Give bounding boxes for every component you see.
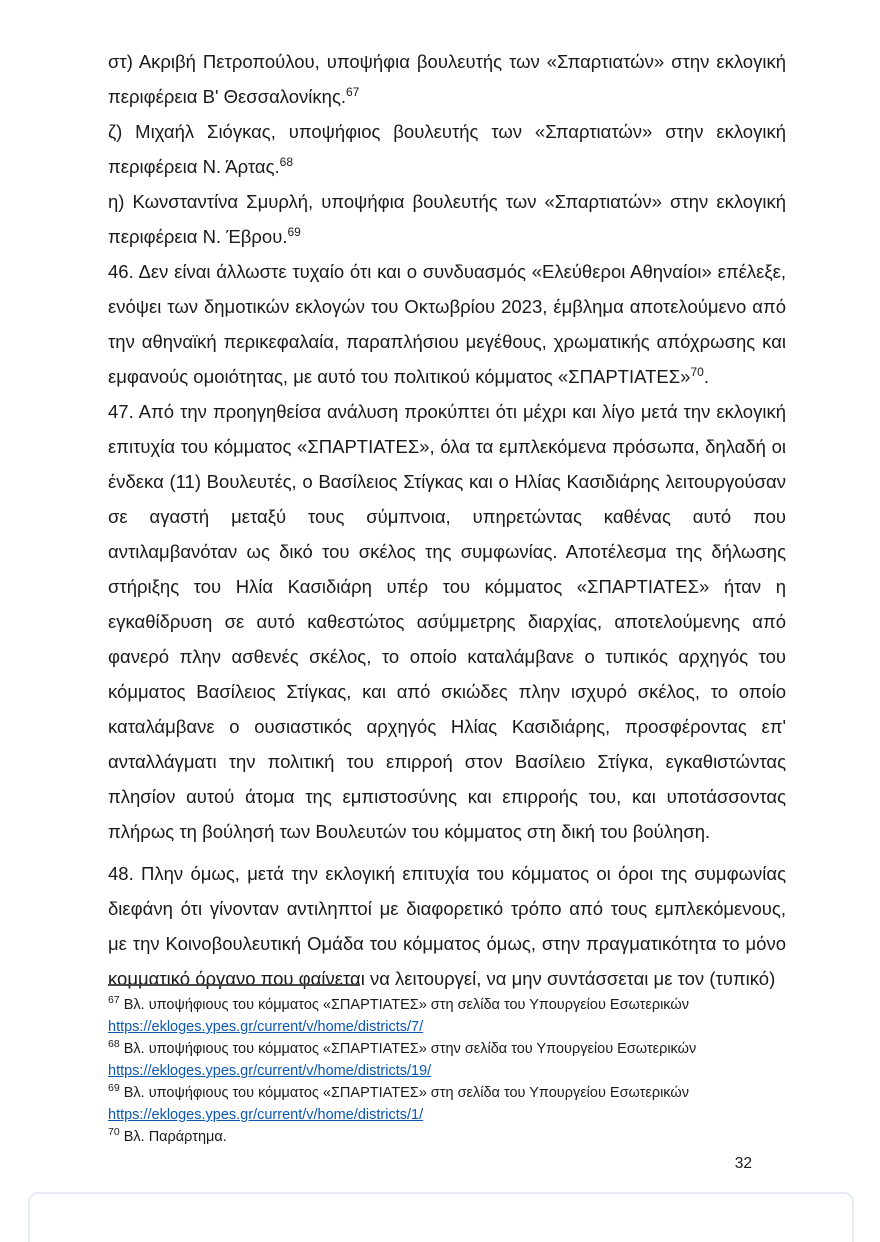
next-page-edge xyxy=(28,1192,854,1242)
footnote-69 xyxy=(108,1082,786,1126)
paragraph-48-text: 48. Πλην όμως, μετά την εκλογική επιτυχία του κόμματος οι όροι της συμφωνίας διεφάνη ότι γίνονταν αντιληπτοί με διαφορετικό τρόπο από τους εμπλεκόμενους, με την Κοινοβουλευτική Ομάδα του κόμματος όμως, στην πραγματικότητα το μόνο κομματικό όργανο που φαίνεται να λειτουργεί, να μην συντάσσεται με τον (τυπικό) xyxy=(108,863,786,989)
list-item-h-text: η) Κωνσταντίνα Σμυρλή, υποψήφια βουλευτής των «Σπαρτιατών» στην εκλογική περιφέρεια Ν. Έβρου. xyxy=(108,191,786,247)
footnote-70 xyxy=(108,1126,786,1148)
footnote-70-text: Βλ. Παράρτημα. xyxy=(123,1129,227,1145)
footnote-ref-69: 69 xyxy=(287,224,301,239)
footnote-69-number: 69 xyxy=(108,1082,120,1095)
page-number: 32 xyxy=(734,1155,752,1172)
footnote-separator xyxy=(108,984,360,986)
footnote-ref-70: 70 xyxy=(690,364,704,379)
footnote-67-number: 67 xyxy=(108,994,120,1007)
paragraph-47 xyxy=(108,394,786,849)
footnote-68 xyxy=(108,1038,786,1082)
paragraph-46: 46. Δεν είναι άλλωστε τυχαίο ότι και ο συνδυασμός «Ελεύθεροι Αθηναίοι» επέλεξε, ενόψει των δημοτικών εκλογών του Οκτωβρίου 2023, έμβλημα αποτελούμενο από την αθηναϊκή περικεφαλαία, παραπλήσιου μεγέθους, χρωματικής απόχρωσης και εμφανούς ομοιότητας, με αυτό του πολιτικού κόμματος «ΣΠΑΡΤΙΑΤΕΣ»$^{70}$. xyxy=(108,261,786,387)
list-item-z-text: ζ) Μιχαήλ Σιόγκας, υποψήφιος βουλευτής των «Σπαρτιατών» στην εκλογική περιφέρεια Ν. Άρτας. xyxy=(108,121,786,177)
paragraph-48 xyxy=(108,856,786,996)
paragraph-46-text: 46. Δεν είναι άλλωστε τυχαίο ότι και ο συνδυασμός «Ελεύθεροι Αθηναίοι» επέλεξε, ενόψει των δημοτικών εκλογών του Οκτωβρίου 2023, έμβλημα αποτελούμενο από την αθηναϊκή περικεφαλαία, παραπλήσιου μεγέθους, χρωματικής απόχρωσης και εμφανούς ομοιότητας, με αυτό του πολιτικού κόμματος «ΣΠΑΡΤΙΑΤΕΣ» xyxy=(108,261,786,387)
footnotes xyxy=(108,994,786,1148)
footnote-67-text: Βλ. υποψήφιους του κόμματος «ΣΠΑΡΤΙΑΤΕΣ» στη σελίδα του Υπουργείου Εσωτερικών xyxy=(123,997,689,1013)
footnote-68-link[interactable]: https://ekloges.ypes.gr/current/v/home/districts/19/ xyxy=(108,1063,432,1079)
footnote-ref-68: 68 xyxy=(279,154,293,169)
footnote-69-text: Βλ. υποψήφιους του κόμματος «ΣΠΑΡΤΙΑΤΕΣ» στη σελίδα του Υπουργείου Εσωτερικών xyxy=(123,1085,689,1101)
paragraph-47-text: 47. Από την προηγηθείσα ανάλυση προκύπτει ότι μέχρι και λίγο μετά την εκλογική επιτυχία του κόμματος «ΣΠΑΡΤΙΑΤΕΣ», όλα τα εμπλεκόμενα πρόσωπα, δηλαδή οι ένδεκα (11) Βουλευτές, ο Βασίλειος Στίγκας και ο Ηλίας Κασιδιάρης λειτουργούσαν σε αγαστή μεταξύ τους σύμπνοια, υπηρετώντας καθένας αυτό που αντιλαμβανόταν ως δικό του σκέλος της συμφωνίας. Αποτέλεσμα της δήλωσης στήριξης του Ηλία Κασιδιάρη υπέρ του κόμματος «ΣΠΑΡΤΙΑΤΕΣ» ήταν η εγκαθίδρυση σε αυτό καθεστώτος ασύμμετρης διαρχίας, αποτελούμενης από φανερό πλην ασθενές σκέλος, το οποίο καταλάμβανε ο τυπικός αρχηγός του κόμματος Βασίλειος Στίγκας, και από σκιώδες πλην ισχυρό σκέλος, το οποίο καταλάμβανε ο ουσιαστικός αρχηγός Ηλίας Κασιδιάρης, προσφέροντας επ' ανταλλάγματι την πολιτική του επιρροή στον Βασίλειο Στίγκα, εγκαθιστώντας πλησίον αυτού άτομα της εμπιστοσύνης και επιρροής του, και υποτάσσοντας πλήρως τη βούλησή των Βουλευτών του κόμματος στη δική του βούληση. xyxy=(108,401,786,842)
body-text xyxy=(108,44,786,996)
list-item-st-text: στ) Ακριβή Πετροπούλου, υποψήφια βουλευτής των «Σπαρτιατών» στην εκλογική περιφέρεια Β' Θεσσαλονίκης. xyxy=(108,51,786,107)
footnote-68-number: 68 xyxy=(108,1038,120,1051)
footnote-67 xyxy=(108,994,786,1038)
footnote-68-text: Βλ. υποψήφιους του κόμματος «ΣΠΑΡΤΙΑΤΕΣ» στην σελίδα του Υπουργείου Εσωτερικών xyxy=(123,1041,697,1057)
list-item-st xyxy=(108,44,786,114)
list-item-z xyxy=(108,114,786,184)
footnote-69-link[interactable]: https://ekloges.ypes.gr/current/v/home/districts/1/ xyxy=(108,1107,424,1123)
list-item-h xyxy=(108,184,786,254)
footnote-67-link[interactable]: https://ekloges.ypes.gr/current/v/home/districts/7/ xyxy=(108,1019,424,1035)
footnote-ref-67: 67 xyxy=(346,84,360,99)
footnote-70-number: 70 xyxy=(108,1126,120,1139)
